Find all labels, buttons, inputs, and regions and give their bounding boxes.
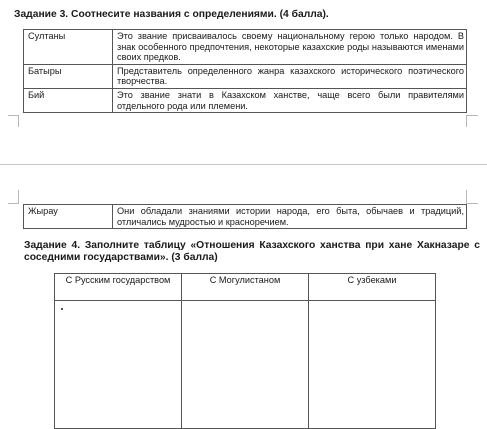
definitions-table-continued	[23, 204, 467, 229]
definitions-table	[23, 29, 467, 113]
page-margin-marks	[0, 115, 487, 121]
term-cell: Жырау	[24, 205, 113, 229]
table-row	[24, 64, 467, 88]
column-header-moghulistan: С Могулистаном	[182, 274, 309, 301]
definition-cell: Это звание знати в Казахском ханстве, чаще всего были правителями отдельного рода или племени.	[113, 88, 467, 112]
cursor-dot	[61, 308, 63, 310]
table-row	[24, 205, 467, 229]
column-header-russia: С Русским государством	[55, 274, 182, 301]
term-cell: Султаны	[24, 30, 113, 65]
page-margin-marks-lower	[0, 190, 487, 204]
definition-cell: Это звание присваивалось своему национальному герою только народом. В знак особенного предпочтения, некоторые казахские роды называются именами своих предков.	[113, 30, 467, 65]
table-row	[24, 30, 467, 65]
task4-title: Задание 4. Заполните таблицу «Отношения Казахского ханства при хане Хакназаре с соседними государствами». (3 балла)	[24, 240, 480, 264]
answer-cell-moghulistan[interactable]	[182, 301, 309, 429]
term-cell: Бий	[24, 88, 113, 112]
table-row	[24, 88, 467, 112]
answer-cell-uzbeks[interactable]	[309, 301, 436, 429]
table-row	[55, 301, 436, 429]
answer-cell-russia[interactable]	[55, 301, 182, 429]
definition-cell: Они обладали знаниями истории народа, его быта, обычаев и традиций, отличались мудростью и красноречием.	[113, 205, 467, 229]
column-header-uzbeks: С узбеками	[309, 274, 436, 301]
definition-cell: Представитель определенного жанра казахского исторического поэтического творчества.	[113, 64, 467, 88]
page-divider	[0, 164, 487, 165]
table-header-row	[55, 274, 436, 301]
term-cell: Батыры	[24, 64, 113, 88]
relations-table	[54, 273, 436, 429]
task3-title: Задание 3. Соотнесите названия с определениями. (4 балла).	[14, 9, 329, 20]
